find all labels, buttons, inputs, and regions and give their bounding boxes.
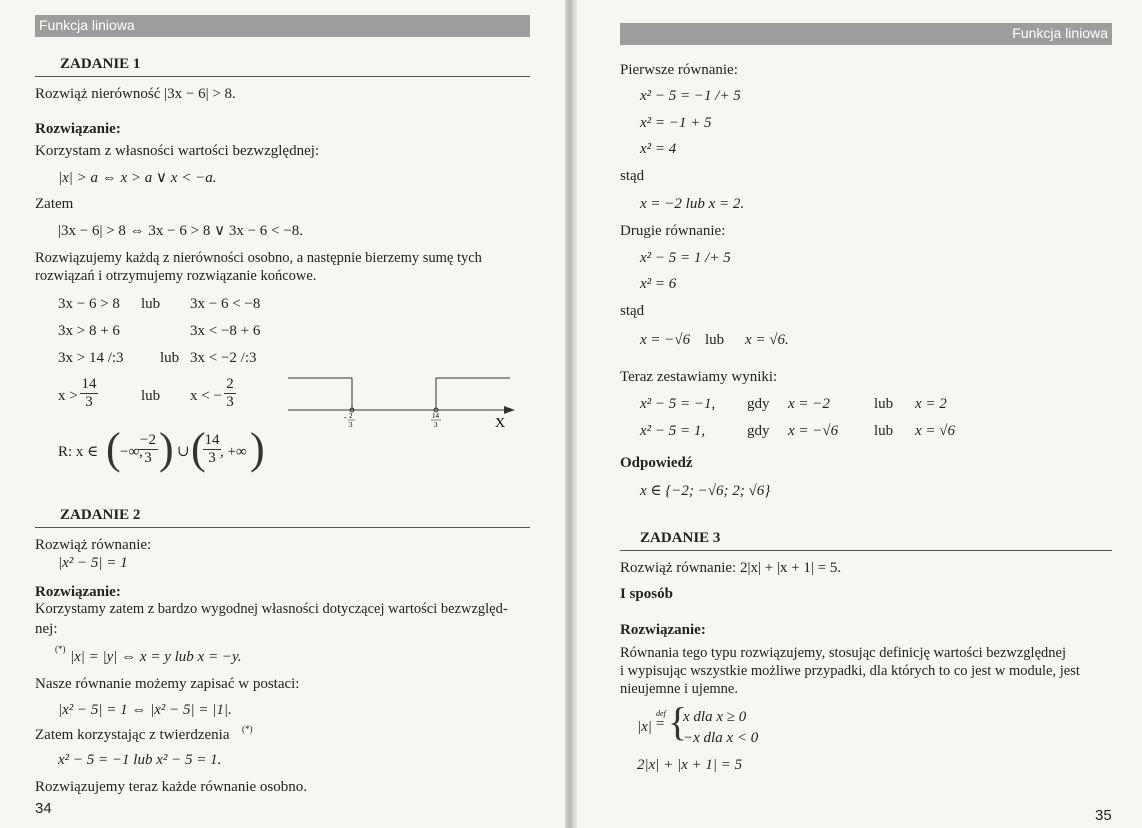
summary-row2-equation: x² − 5 = 1, (640, 423, 706, 439)
task2-line3: Nasze równanie możemy zapisać w postaci: (35, 676, 300, 692)
stad-label-1: stąd (620, 168, 645, 184)
tick1-sign: - (344, 413, 347, 422)
summary-row2-value2: x = √6 (915, 423, 956, 439)
book-gutter (565, 0, 577, 828)
right-paren-2: ) (250, 424, 265, 473)
task1-divider (35, 76, 530, 77)
task2-statement: Rozwiąż równanie: (35, 537, 152, 553)
second-step2: x² = 6 (640, 276, 677, 292)
task3-paragraph-line1: Równania tego typu rozwiązujemy, stosując definicję wartości bezwzględnej (620, 645, 1066, 661)
section-header-bar (620, 23, 1112, 45)
summary-row2-value1: x = −√6 (788, 423, 839, 439)
definition-lhs: |x| (637, 719, 652, 735)
summary-row1-or: lub (874, 396, 894, 412)
summary-row1-value2: x = 2 (915, 396, 947, 412)
first-result: x = −2 lub x = 2. (640, 196, 745, 212)
task1-result-union: ∪ (177, 444, 190, 460)
left-paren-2: ( (191, 424, 206, 473)
section-header-label: Funkcja liniowa (39, 17, 135, 33)
first-step2: x² = −1 + 5 (640, 115, 712, 131)
task1-result-left-fraction (138, 433, 158, 466)
second-equation-label: Drugie równanie: (620, 223, 726, 239)
task2-property: |x| = |y| ⇔ x = y lub x = −y. (70, 649, 242, 665)
task1-line1: Korzystam z własności wartości bezwzględnej: (35, 143, 320, 159)
page-number: 35 (1095, 807, 1112, 824)
task3-solution-label: Rozwiązanie: (620, 622, 706, 638)
task1-title: ZADANIE 1 (60, 56, 141, 72)
solution-ray-right (436, 378, 510, 410)
definition-equals: = (656, 716, 665, 732)
answer-label: Odpowiedź (620, 455, 693, 471)
task1-property: |x| > a ⇔ x > a ∨ x < −a. (58, 170, 217, 186)
task2-solution-label: Rozwiązanie: (35, 584, 121, 600)
first-step3: x² = 4 (640, 141, 677, 157)
task3-title: ZADANIE 3 (640, 530, 721, 546)
task1-row1-or: lub (141, 296, 161, 312)
second-result-left: x = −√6 (640, 332, 691, 348)
task1-row4-right-fraction (224, 377, 236, 410)
task2-divider (35, 527, 530, 528)
task1-statement: Rozwiąż nierówność |3x − 6| > 8. (35, 86, 236, 102)
tick1-numerator: 2 (349, 412, 353, 420)
task1-result-left-start: −∞, (120, 444, 143, 460)
task1-row2-left: 3x > 8 + 6 (58, 323, 120, 339)
task2-line5: Rozwiązujemy teraz każde równanie osobno. (35, 779, 307, 795)
second-result-or: lub (705, 332, 725, 348)
definition-case1: x dla x ≥ 0 (683, 709, 747, 725)
task1-result-prefix: R: x ∈ (58, 444, 99, 460)
solution-ray-left (288, 378, 352, 410)
fraction-numerator: 14 (81, 376, 97, 392)
page-number: 34 (35, 800, 52, 817)
task1-row4-left-fraction (80, 377, 98, 410)
task2-line2: nej: (35, 621, 58, 637)
summary-row1-gdy: gdy (747, 396, 770, 412)
axis-arrow-icon (504, 406, 515, 414)
task3-divider (620, 550, 1112, 551)
left-page (0, 0, 565, 828)
axis-label-x: X (495, 416, 506, 430)
task2-star-marker: (*) (55, 644, 66, 654)
task2-line1: Korzystamy zatem z bardzo wygodnej własności dotyczącej wartości bezwzględ- (35, 601, 508, 617)
task2-equation2: |x² − 5| = 1 ⇔ |x² − 5| = |1|. (58, 702, 232, 718)
left-paren-1: ( (106, 424, 121, 473)
task1-row3-right: 3x < −2 /:3 (190, 350, 257, 366)
task1-result-right-end: , +∞ (220, 444, 247, 460)
summary-row1-value1: x = −2 (788, 396, 830, 412)
definition-case2: −x dla x < 0 (683, 730, 759, 746)
task1-row3-left: 3x > 14 /:3 (58, 350, 124, 366)
stad-label-2: stąd (620, 303, 645, 319)
fraction-denominator: 3 (85, 394, 93, 410)
tick1-denominator: 3 (349, 421, 353, 429)
right-page (577, 0, 1142, 828)
task1-row1-right: 3x − 6 < −8 (190, 296, 261, 312)
fraction-numerator: 14 (204, 432, 220, 448)
right-paren-1: ) (159, 424, 174, 473)
fraction-numerator: −2 (140, 432, 156, 448)
task2-equation3: x² − 5 = −1 lub x² − 5 = 1. (58, 752, 222, 768)
second-result-right: x = √6. (745, 332, 789, 348)
summary-row2-or: lub (874, 423, 894, 439)
task1-row4-right-prefix: x < − (190, 388, 222, 404)
task3-method: I sposób (620, 586, 673, 602)
number-line-diagram (285, 370, 517, 430)
task1-row1-left: 3x − 6 > 8 (58, 296, 120, 312)
task2-title: ZADANIE 2 (60, 507, 141, 523)
fraction-denominator: 3 (208, 450, 216, 466)
summary-row2-gdy: gdy (747, 423, 770, 439)
task1-row4-or: lub (141, 388, 161, 404)
summary-row1-equation: x² − 5 = −1, (640, 396, 716, 412)
second-step1: x² − 5 = 1 /+ 5 (640, 250, 731, 266)
answer-value: x ∈ {−2; −√6; 2; √6} (640, 483, 771, 499)
task1-paragraph-line1: Rozwiązujemy każdą z nierówności osobno, a następnie bierzemy sumę tych (35, 250, 482, 266)
tick2-denominator: 3 (434, 421, 438, 429)
task1-row4-left-prefix: x > (58, 388, 78, 404)
fraction-denominator: 3 (144, 450, 152, 466)
task3-equation: 2|x| + |x + 1| = 5 (637, 757, 743, 773)
task2-star-ref: (*) (242, 724, 253, 734)
task3-paragraph-line3: nieujemne i ujemne. (620, 681, 738, 697)
task1-row2-right: 3x < −8 + 6 (190, 323, 261, 339)
definition-def-marker: def (656, 709, 666, 718)
fraction-numerator: 2 (226, 376, 234, 392)
summary-label: Teraz zestawiamy wyniki: (620, 369, 778, 385)
task2-equation: |x² − 5| = 1 (58, 555, 128, 571)
section-header-bar (35, 15, 530, 37)
fraction-denominator: 3 (226, 394, 234, 410)
section-header-label: Funkcja liniowa (1012, 25, 1108, 41)
definition-brace: { (668, 699, 688, 744)
task1-equivalence: |3x − 6| > 8 ⇔ 3x − 6 > 8 ∨ 3x − 6 < −8. (58, 223, 303, 239)
task1-row3-or: lub (160, 350, 180, 366)
task3-statement: Rozwiąż równanie: 2|x| + |x + 1| = 5. (620, 560, 842, 576)
task1-paragraph-line2: rozwiązań i otrzymujemy rozwiązanie końcowe. (35, 268, 317, 284)
task1-zatem: Zatem (35, 196, 74, 212)
first-step1: x² − 5 = −1 /+ 5 (640, 88, 741, 104)
tick2-numerator: 14 (432, 412, 439, 420)
first-equation-label: Pierwsze równanie: (620, 62, 738, 78)
task1-solution-label: Rozwiązanie: (35, 121, 121, 137)
task3-paragraph-line2: i wypisując wszystkie możliwe przypadki, dla których to co jest w module, jest (620, 663, 1080, 679)
task2-line4: Zatem korzystając z twierdzenia (35, 727, 230, 743)
task1-result-right-fraction (203, 433, 221, 466)
